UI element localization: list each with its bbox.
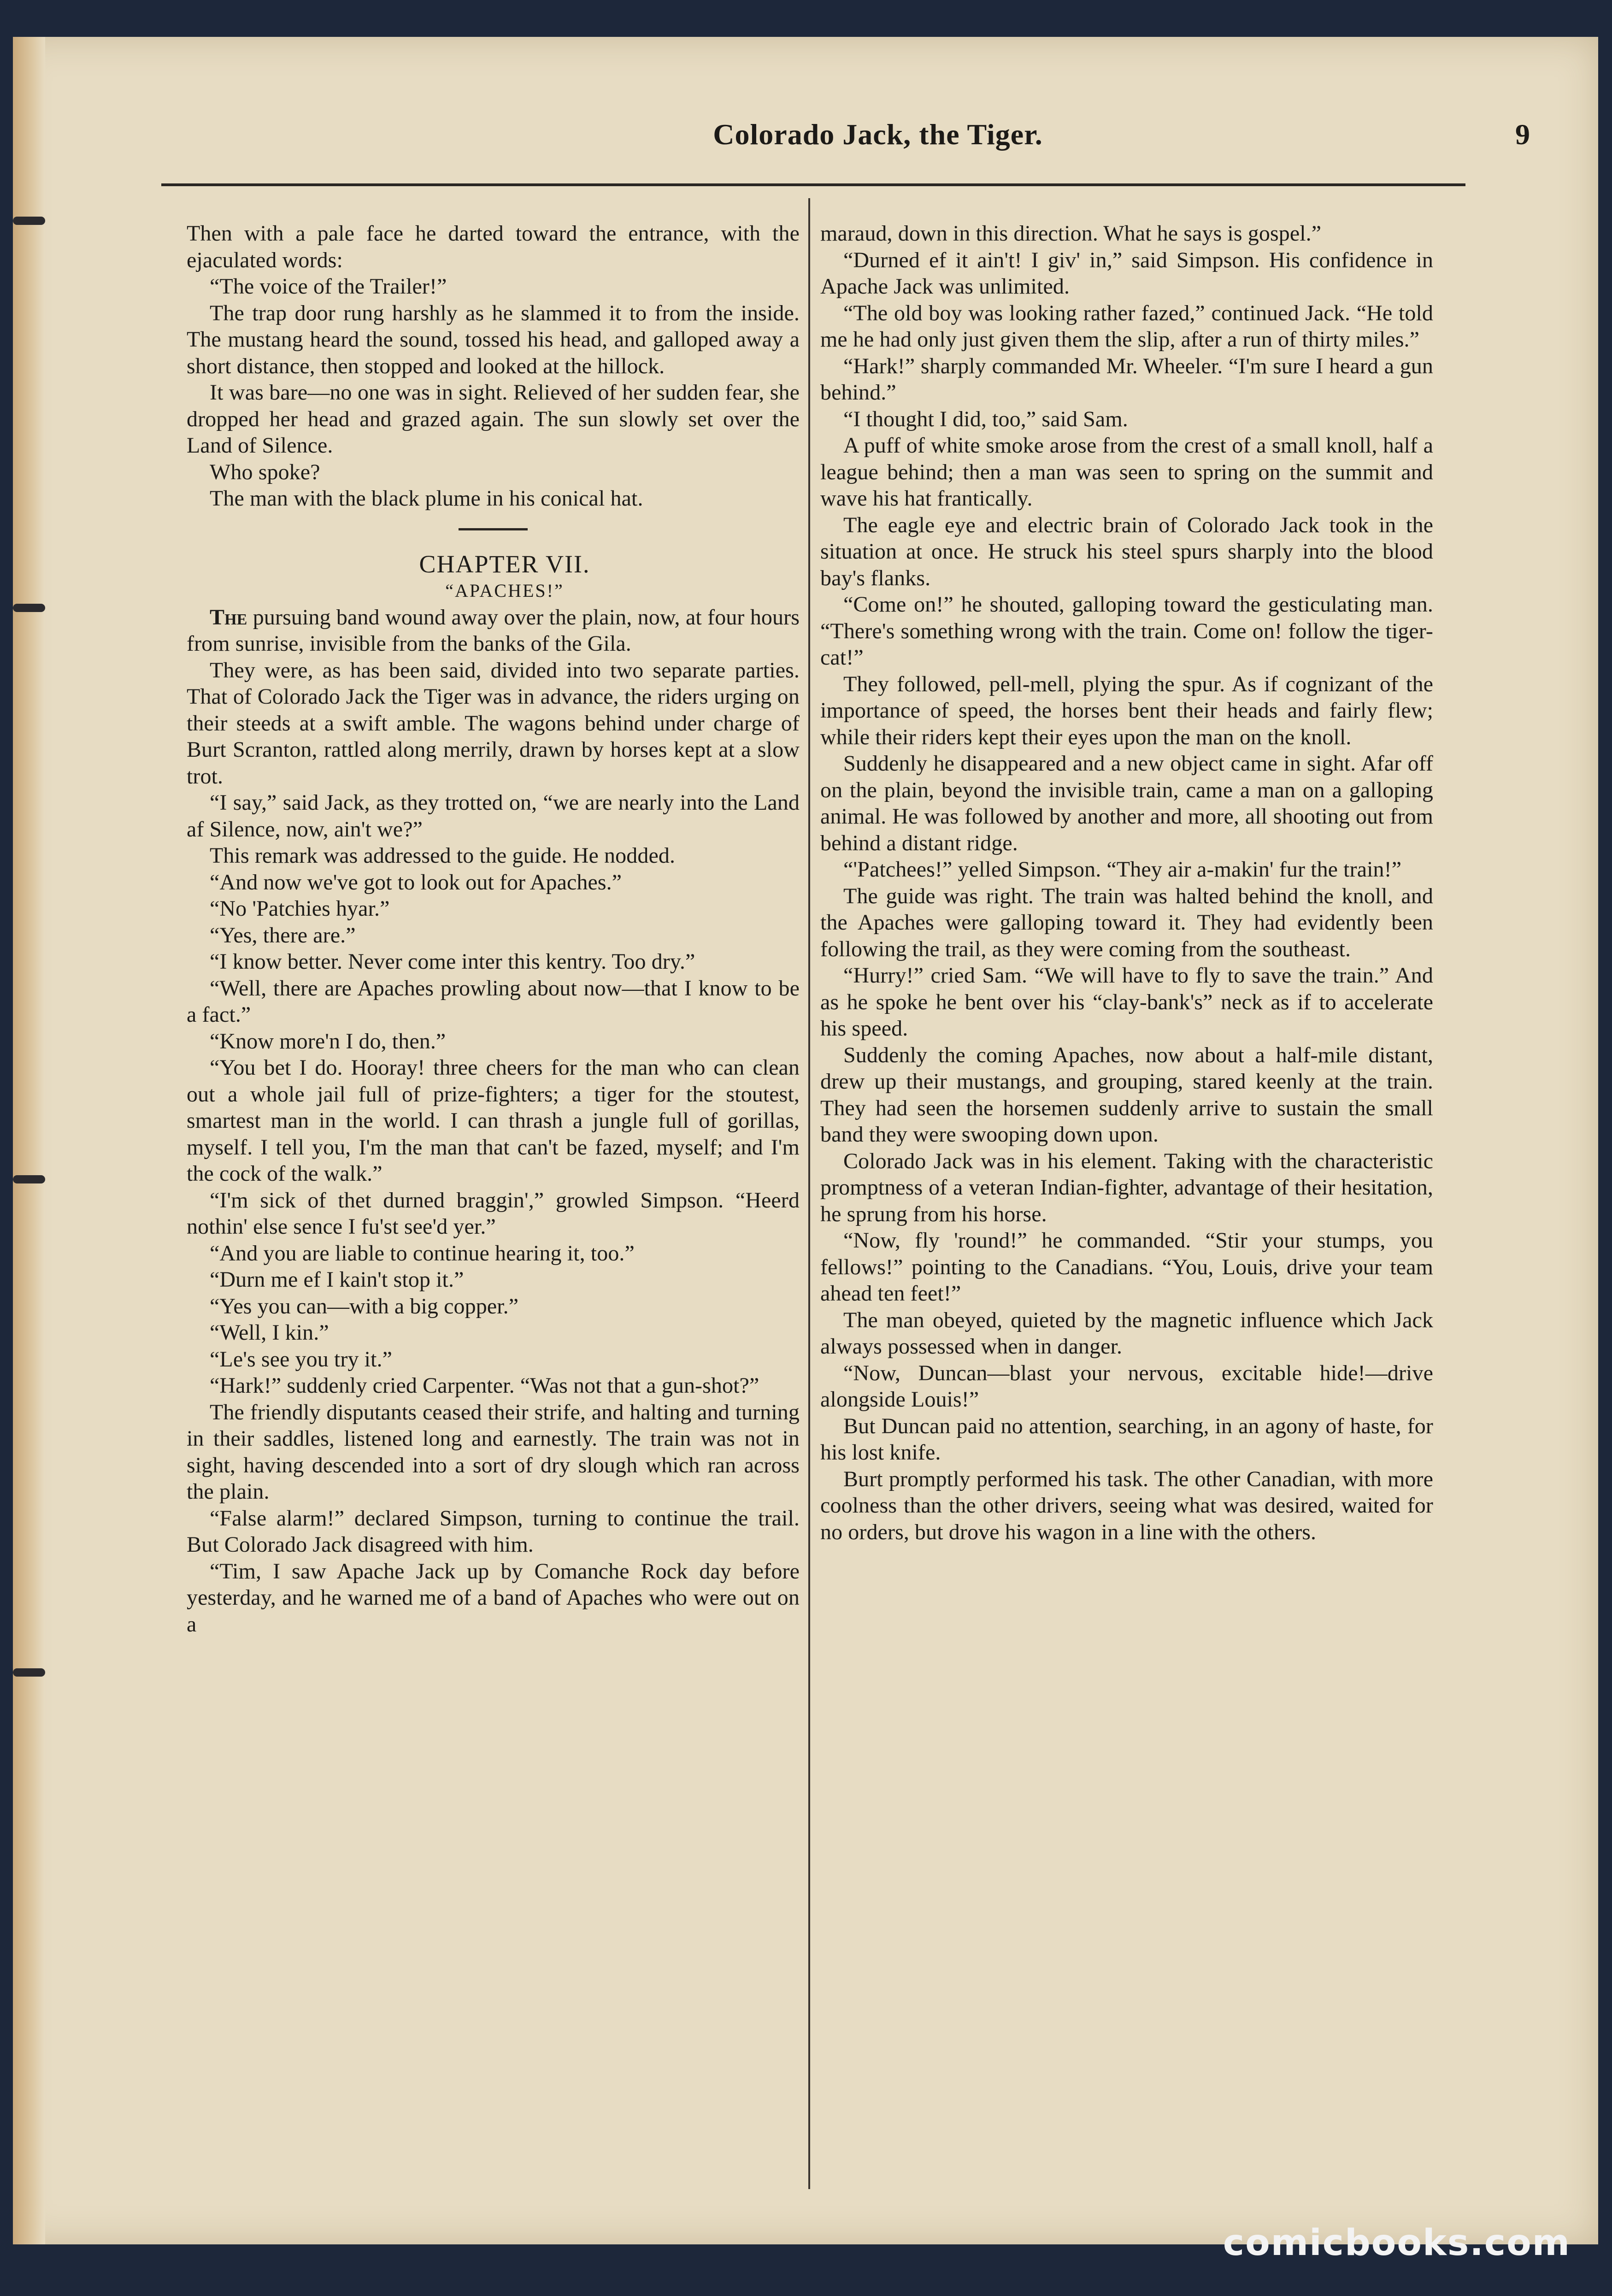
paragraph: The guide was right. The train was halted behind the knoll, and the Apaches were galloping toward it. They had evidently been following the trail, as they were coming from the southeast. xyxy=(820,883,1433,961)
paragraph: “Now, Duncan—blast your nervous, excitable hide!—drive alongside Louis!” xyxy=(820,1360,1433,1412)
section-divider xyxy=(459,528,528,530)
paragraph: Who spoke? xyxy=(210,459,320,484)
paragraph: The man obeyed, quieted by the magnetic influence which Jack always possessed when in danger. xyxy=(820,1307,1433,1359)
binding-staple xyxy=(13,1175,45,1183)
paragraph: It was bare—no one was in sight. Relieved of her sudden fear, she dropped her head and grazed again. The sun slowly set over the Land of Silence. xyxy=(187,380,800,458)
paragraph: maraud, down in this direction. What he says is gospel.” xyxy=(820,221,1322,246)
binding-staple xyxy=(13,217,45,225)
paragraph: “Hark!” sharply commanded Mr. Wheeler. “I'm sure I heard a gun behind.” xyxy=(820,353,1433,405)
paragraph: “And now we've got to look out for Apaches.” xyxy=(210,870,622,895)
right-column xyxy=(820,220,1433,1545)
paragraph: Colorado Jack was in his element. Taking with the characteristic promptness of a veteran Indian-fighter, advantage of their hesitation, he sprung from his horse. xyxy=(820,1148,1433,1226)
page-number: 9 xyxy=(1515,118,1530,151)
column-divider xyxy=(808,198,810,2189)
paragraph: The trap door rung harshly as he slammed it to from the inside. The mustang heard the sound, tossed his head, and galloped away a short distance, then stopped and looked at the hillock. xyxy=(187,300,800,378)
paragraph: “Hark!” suddenly cried Carpenter. “Was not that a gun-shot?” xyxy=(210,1373,759,1398)
paragraph: “Come on!” he shouted, galloping toward the gesticulating man. “There's something wrong with the train. Come on! follow the tiger-cat!” xyxy=(820,592,1433,670)
header-rule xyxy=(161,183,1465,186)
paragraph: The man with the black plume in his conical hat. xyxy=(210,486,643,511)
paragraph: The friendly disputants ceased their strife, and halting and turning in their saddles, listened long and earnestly. The train was not in sight, having descended into a sort of dry slough which ran across the plain. xyxy=(187,1400,800,1504)
lead-word: The xyxy=(210,605,247,630)
paragraph: Suddenly he disappeared and a new object came in sight. Afar off on the plain, beyond the invisible train, came a man on a galloping animal. He was followed by another and more, all shooting out from behind a distant ridge. xyxy=(820,751,1433,855)
paragraph: They were, as has been said, divided into two separate parties. That of Colorado Jack the Tiger was in advance, the riders urging on their steeds at a swift amble. The wagons behind under charge of Burt Scranton, rattled along merrily, drawn by horses kept at a slow trot. xyxy=(187,658,800,789)
paragraph: “'Patchees!” yelled Simpson. “They air a-makin' fur the train!” xyxy=(843,857,1402,882)
paragraph: “False alarm!” declared Simpson, turning to continue the trail. But Colorado Jack disagreed with him. xyxy=(187,1506,800,1557)
paragraph: “Know more'n I do, then.” xyxy=(210,1029,446,1054)
page-gutter xyxy=(13,37,45,2244)
paragraph: “The voice of the Trailer!” xyxy=(210,274,447,299)
paragraph: “Well, there are Apaches prowling about now—that I know to be a fact.” xyxy=(187,976,800,1027)
paragraph: “Now, fly 'round!” he commanded. “Stir your stumps, you fellows!” pointing to the Canadians. “You, Louis, drive your team ahead ten feet!” xyxy=(820,1228,1433,1306)
running-title: Colorado Jack, the Tiger. xyxy=(713,118,1043,151)
paragraph: Burt promptly performed his task. The other Canadian, with more coolness than the other drivers, seeing what was desired, waited for no orders, but drove his wagon in a line with the others. xyxy=(820,1466,1433,1544)
chapter-subtitle: “APACHES!” xyxy=(445,580,564,601)
paragraph: “Yes you can—with a big copper.” xyxy=(210,1294,519,1319)
chapter-first-paragraph xyxy=(187,604,800,657)
paragraph: “And you are liable to continue hearing it, too.” xyxy=(210,1241,635,1266)
watermark: comicbooks.com xyxy=(1223,2222,1571,2264)
paragraph: “Yes, there are.” xyxy=(210,923,356,948)
running-head xyxy=(138,118,1530,168)
paragraph: But Duncan paid no attention, searching, in an agony of haste, for his lost knife. xyxy=(820,1413,1433,1465)
paragraph: “Durned ef it ain't! I giv' in,” said Simpson. His confidence in Apache Jack was unlimited. xyxy=(820,247,1433,299)
paragraph: A puff of white smoke arose from the crest of a small knoll, half a league behind; then a man was seen to spring on the summit and wave his hat frantically. xyxy=(820,433,1433,511)
chapter-heading: CHAPTER VII. xyxy=(419,550,590,578)
paragraph: Then with a pale face he darted toward the entrance, with the ejaculated words: xyxy=(187,221,800,272)
paragraph: “I say,” said Jack, as they trotted on, “we are nearly into the Land af Silence, now, ain't we?” xyxy=(187,790,800,842)
left-column xyxy=(187,220,800,1637)
first-paragraph-text: pursuing band wound away over the plain, now, at four hours from sunrise, invisible from the banks of the Gila. xyxy=(187,605,800,656)
paragraph: They followed, pell-mell, plying the spur. As if cognizant of the importance of speed, the horses bent their heads and fairly flew; while their riders kept their eyes upon the man on the knoll. xyxy=(820,671,1433,749)
binding-staple xyxy=(13,604,45,612)
paragraph: “Hurry!” cried Sam. “We will have to fly to save the train.” And as he spoke he bent over his “clay-bank's” neck as if to accelerate his speed. xyxy=(820,963,1433,1041)
paragraph: “Well, I kin.” xyxy=(210,1320,329,1345)
paragraph: “You bet I do. Hooray! three cheers for the man who can clean out a whole jail full of prize-fighters; a tiger for the stoutest, smartest man in the world. I can thrash a jungle full of gorillas, myself. I tell you, I'm the man that can't be fazed, myself; and I'm the cock of the walk.” xyxy=(187,1055,800,1186)
paragraph: “Le's see you try it.” xyxy=(210,1347,393,1372)
paragraph: “Tim, I saw Apache Jack up by Comanche Rock day before yesterday, and he warned me of a band of Apaches who were out on a xyxy=(187,1559,800,1637)
paragraph: “No 'Patchies hyar.” xyxy=(210,896,390,921)
paragraph: “Durn me ef I kain't stop it.” xyxy=(210,1267,464,1292)
binding-staple xyxy=(13,1668,45,1677)
paragraph: Suddenly the coming Apaches, now about a half-mile distant, drew up their mustangs, and grouping, stared keenly at the train. They had seen the horsemen suddenly arrive to sustain the small band they were swooping down upon. xyxy=(820,1042,1433,1147)
paragraph: This remark was addressed to the guide. He nodded. xyxy=(210,843,676,868)
paragraph: “The old boy was looking rather fazed,” continued Jack. “He told me he had only just given them the slip, after a run of thirty miles.” xyxy=(820,300,1433,352)
paragraph: “I'm sick of thet durned braggin',” growled Simpson. “Heerd nothin' else sence I fu'st see'd yer.” xyxy=(187,1188,800,1239)
paragraph: The eagle eye and electric brain of Colorado Jack took in the situation at once. He struck his steel spurs sharply into the blood bay's flanks. xyxy=(820,512,1433,590)
paragraph: “I know better. Never come inter this kentry. Too dry.” xyxy=(210,949,695,974)
paragraph: “I thought I did, too,” said Sam. xyxy=(843,406,1128,431)
